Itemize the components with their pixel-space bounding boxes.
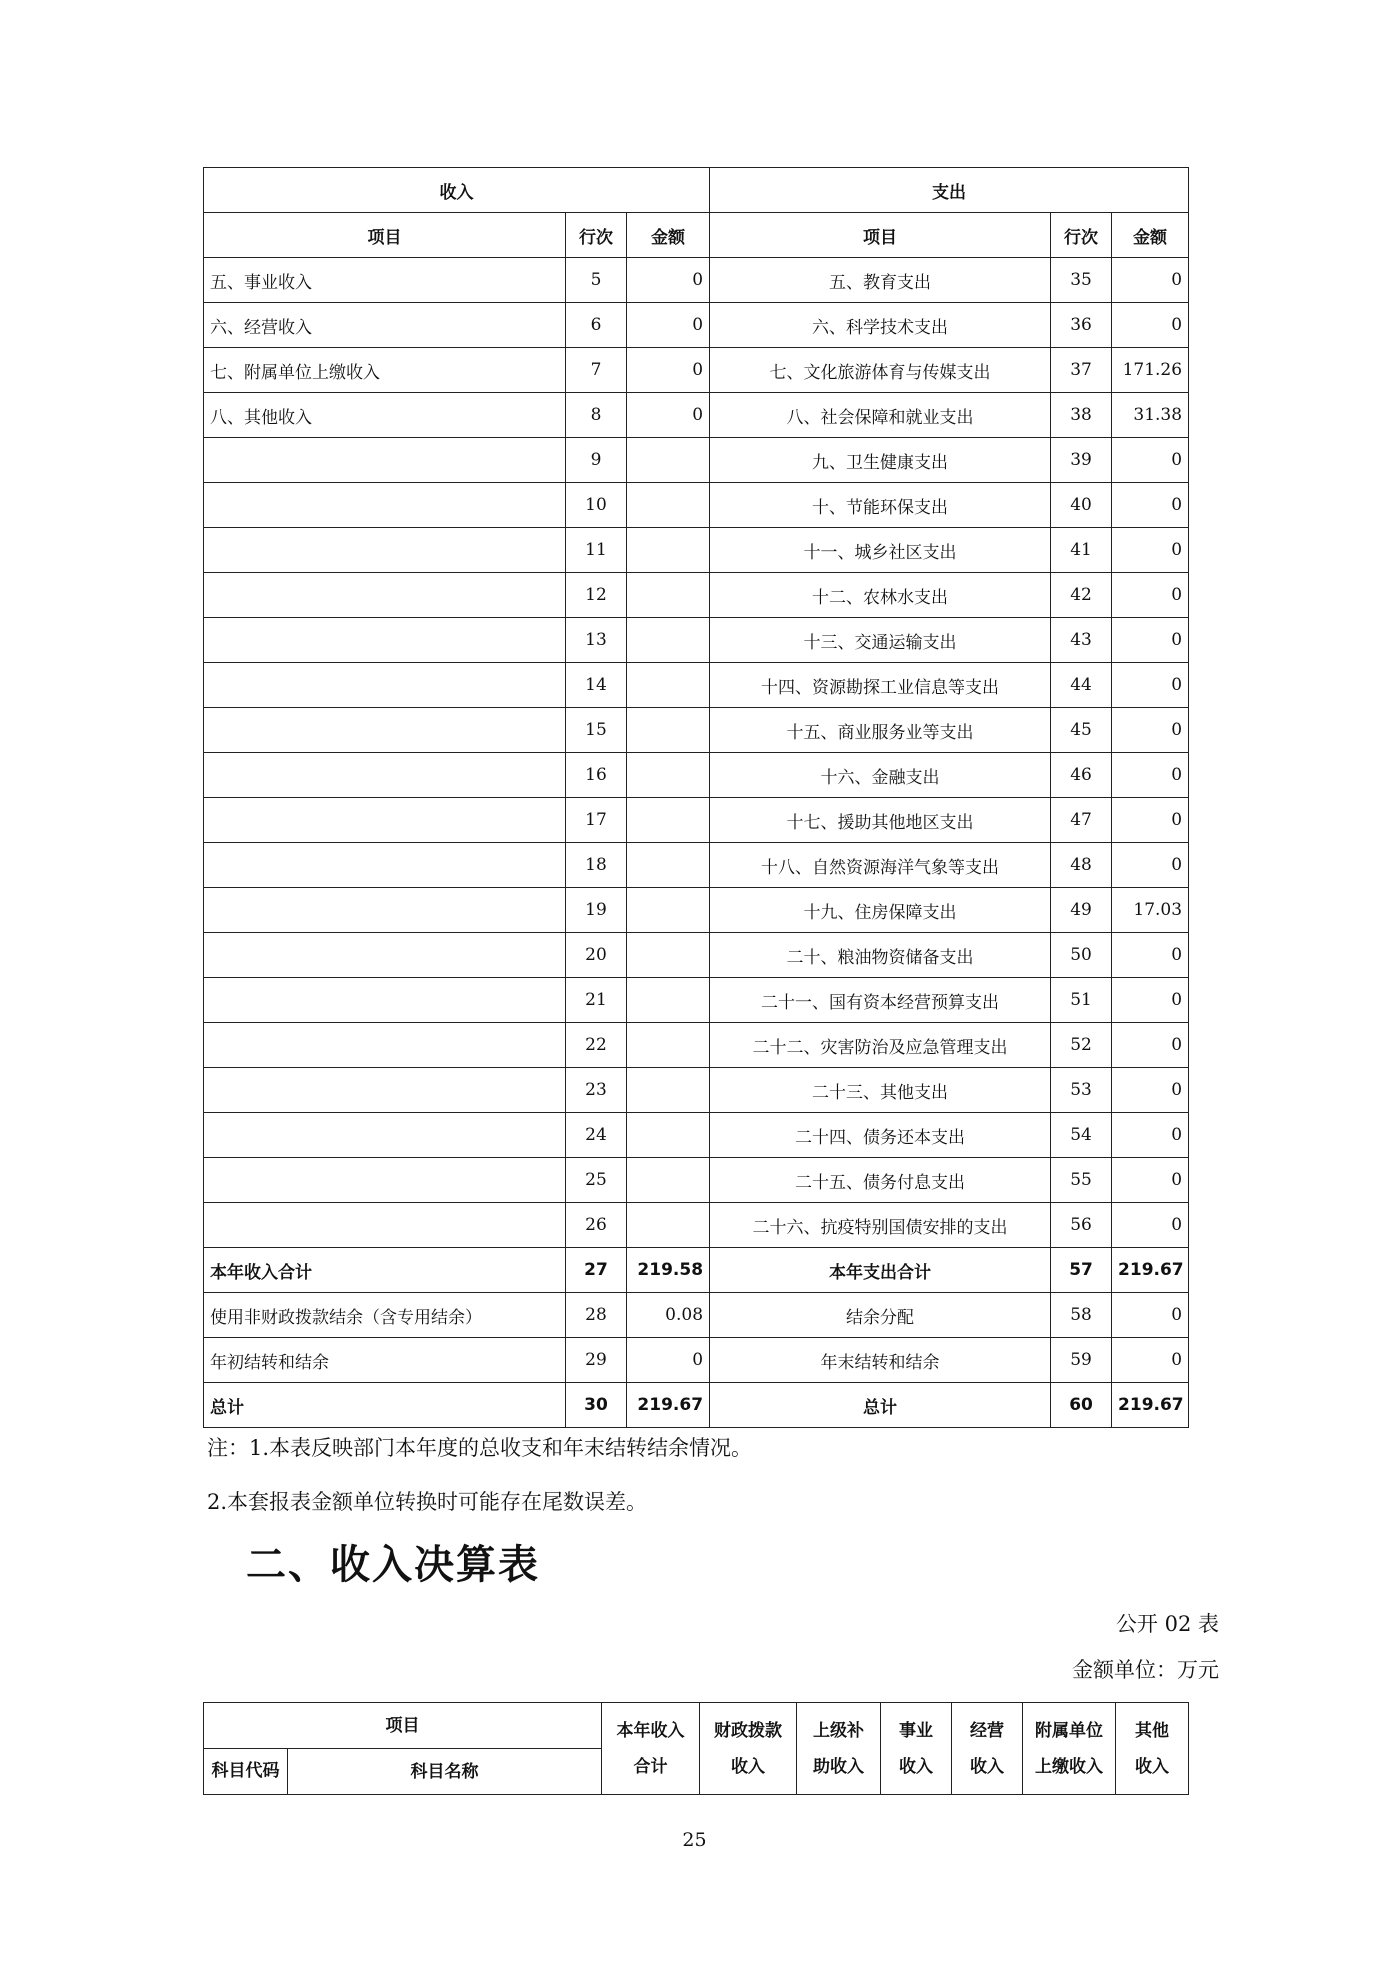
t2-operating-line2: 收入 xyxy=(970,1756,1004,1777)
table-row xyxy=(204,1338,1189,1383)
expense-item-cell: 九、卫生健康支出 xyxy=(710,438,1051,483)
expense-row-no-cell: 36 xyxy=(1051,303,1112,348)
income-row-no-cell: 30 xyxy=(566,1383,627,1428)
income-amount-cell xyxy=(627,528,710,573)
expense-item-cell: 二十四、债务还本支出 xyxy=(710,1113,1051,1158)
table-row xyxy=(204,978,1189,1023)
income-amount-cell xyxy=(627,753,710,798)
note-line-1: 注：1.本表反映部门本年度的总收支和年末结转结余情况。 xyxy=(207,1436,753,1460)
t2-operating-line1: 经营 xyxy=(970,1720,1004,1741)
expense-amount-cell: 0 xyxy=(1112,573,1189,618)
expense-row-no-cell: 39 xyxy=(1051,438,1112,483)
expense-item-cell: 八、社会保障和就业支出 xyxy=(710,393,1051,438)
expense-amount-cell: 219.67 xyxy=(1112,1383,1189,1428)
expense-row-no-cell: 47 xyxy=(1051,798,1112,843)
expense-row-no-cell: 52 xyxy=(1051,1023,1112,1068)
col-row-expense: 行次 xyxy=(1051,213,1112,258)
expense-item-cell: 五、教育支出 xyxy=(710,258,1051,303)
expense-row-no-cell: 60 xyxy=(1051,1383,1112,1428)
expense-amount-cell: 0 xyxy=(1112,528,1189,573)
expense-amount-cell: 0 xyxy=(1112,933,1189,978)
income-header: 收入 xyxy=(204,168,710,213)
income-amount-cell xyxy=(627,1068,710,1113)
t2-fiscal-header xyxy=(700,1703,797,1795)
expense-item-cell: 十九、住房保障支出 xyxy=(710,888,1051,933)
expense-item-cell: 二十五、债务付息支出 xyxy=(710,1158,1051,1203)
t2-affiliated-line2: 上缴收入 xyxy=(1035,1756,1103,1777)
expense-amount-cell: 17.03 xyxy=(1112,888,1189,933)
expense-amount-cell: 0 xyxy=(1112,843,1189,888)
table-column-header-row xyxy=(204,213,1189,258)
expense-item-cell: 十七、援助其他地区支出 xyxy=(710,798,1051,843)
expense-row-no-cell: 59 xyxy=(1051,1338,1112,1383)
t2-other-line2: 收入 xyxy=(1135,1756,1169,1777)
income-row-no-cell: 5 xyxy=(566,258,627,303)
table-row xyxy=(204,1158,1189,1203)
expense-item-cell: 十五、商业服务业等支出 xyxy=(710,708,1051,753)
income-item-cell xyxy=(204,1023,566,1068)
income-row-no-cell: 23 xyxy=(566,1068,627,1113)
col-amount-expense: 金额 xyxy=(1112,213,1189,258)
t2-superior-header xyxy=(797,1703,881,1795)
income-row-no-cell: 22 xyxy=(566,1023,627,1068)
expense-row-no-cell: 44 xyxy=(1051,663,1112,708)
expense-amount-cell: 0 xyxy=(1112,1293,1189,1338)
income-amount-cell: 0 xyxy=(627,258,710,303)
income-amount-cell xyxy=(627,1158,710,1203)
income-expense-table xyxy=(203,167,1189,1428)
t2-operating-header xyxy=(952,1703,1023,1795)
income-row-no-cell: 19 xyxy=(566,888,627,933)
income-amount-cell: 0 xyxy=(627,348,710,393)
unit-label: 金额单位：万元 xyxy=(1072,1658,1219,1682)
income-item-cell xyxy=(204,978,566,1023)
income-row-no-cell: 18 xyxy=(566,843,627,888)
income-row-no-cell: 27 xyxy=(566,1248,627,1293)
expense-row-no-cell: 43 xyxy=(1051,618,1112,663)
t2-total-income-line2: 合计 xyxy=(633,1756,668,1777)
expense-item-cell: 十三、交通运输支出 xyxy=(710,618,1051,663)
expense-row-no-cell: 45 xyxy=(1051,708,1112,753)
income-row-no-cell: 8 xyxy=(566,393,627,438)
expense-row-no-cell: 37 xyxy=(1051,348,1112,393)
table-body xyxy=(204,258,1189,1428)
expense-row-no-cell: 49 xyxy=(1051,888,1112,933)
table-row xyxy=(204,1023,1189,1068)
t2-header-row-1 xyxy=(204,1703,1189,1749)
table-row xyxy=(204,888,1189,933)
table-row xyxy=(204,348,1189,393)
income-item-cell xyxy=(204,1113,566,1158)
income-item-cell xyxy=(204,798,566,843)
expense-amount-cell: 0 xyxy=(1112,483,1189,528)
expense-amount-cell: 0 xyxy=(1112,1068,1189,1113)
section-title: 二、收入决算表 xyxy=(246,1542,540,1588)
income-item-cell: 本年收入合计 xyxy=(204,1248,566,1293)
expense-item-cell: 二十一、国有资本经营预算支出 xyxy=(710,978,1051,1023)
income-amount-cell: 0 xyxy=(627,393,710,438)
income-row-no-cell: 11 xyxy=(566,528,627,573)
expense-amount-cell: 171.26 xyxy=(1112,348,1189,393)
t2-affiliated-line1: 附属单位 xyxy=(1035,1720,1103,1741)
expense-amount-cell: 0 xyxy=(1112,978,1189,1023)
expense-item-cell: 六、科学技术支出 xyxy=(710,303,1051,348)
expense-item-cell: 二十三、其他支出 xyxy=(710,1068,1051,1113)
expense-item-cell: 十四、资源勘探工业信息等支出 xyxy=(710,663,1051,708)
t2-total-income-line1: 本年收入 xyxy=(616,1720,685,1741)
expense-row-no-cell: 35 xyxy=(1051,258,1112,303)
expense-amount-cell: 0 xyxy=(1112,708,1189,753)
table-row xyxy=(204,528,1189,573)
t2-other-line1: 其他 xyxy=(1135,1720,1169,1741)
income-row-no-cell: 15 xyxy=(566,708,627,753)
expense-amount-cell: 0 xyxy=(1112,753,1189,798)
table-row xyxy=(204,663,1189,708)
table-row xyxy=(204,708,1189,753)
expense-row-no-cell: 54 xyxy=(1051,1113,1112,1158)
income-item-cell xyxy=(204,843,566,888)
table-row xyxy=(204,1113,1189,1158)
expense-item-cell: 结余分配 xyxy=(710,1293,1051,1338)
expense-amount-cell: 0 xyxy=(1112,1158,1189,1203)
table-row xyxy=(204,1068,1189,1113)
income-row-no-cell: 25 xyxy=(566,1158,627,1203)
form-id: 公开 02 表 xyxy=(1115,1612,1219,1636)
income-amount-cell xyxy=(627,798,710,843)
income-item-cell xyxy=(204,618,566,663)
income-amount-cell xyxy=(627,1203,710,1248)
income-item-cell xyxy=(204,753,566,798)
income-item-cell: 七、附属单位上缴收入 xyxy=(204,348,566,393)
income-amount-cell: 0.08 xyxy=(627,1293,710,1338)
expense-item-cell: 本年支出合计 xyxy=(710,1248,1051,1293)
expense-row-no-cell: 56 xyxy=(1051,1203,1112,1248)
page-number: 25 xyxy=(682,1829,707,1851)
income-row-no-cell: 21 xyxy=(566,978,627,1023)
expense-row-no-cell: 51 xyxy=(1051,978,1112,1023)
t2-business-line1: 事业 xyxy=(899,1720,933,1741)
income-item-cell xyxy=(204,888,566,933)
income-item-cell xyxy=(204,1068,566,1113)
t2-subject-code-header: 科目代码 xyxy=(204,1749,288,1795)
income-row-no-cell: 6 xyxy=(566,303,627,348)
table-row xyxy=(204,618,1189,663)
income-row-no-cell: 13 xyxy=(566,618,627,663)
expense-item-cell: 七、文化旅游体育与传媒支出 xyxy=(710,348,1051,393)
income-item-cell xyxy=(204,1203,566,1248)
income-item-cell: 使用非财政拨款结余（含专用结余） xyxy=(204,1293,566,1338)
income-amount-cell: 0 xyxy=(627,303,710,348)
income-item-cell xyxy=(204,573,566,618)
table-row xyxy=(204,753,1189,798)
income-row-no-cell: 10 xyxy=(566,483,627,528)
income-item-cell xyxy=(204,483,566,528)
expense-row-no-cell: 53 xyxy=(1051,1068,1112,1113)
income-amount-cell xyxy=(627,843,710,888)
income-item-cell xyxy=(204,708,566,753)
t2-superior-line2: 助收入 xyxy=(813,1756,864,1777)
income-amount-cell xyxy=(627,1023,710,1068)
expense-row-no-cell: 58 xyxy=(1051,1293,1112,1338)
income-amount-cell xyxy=(627,663,710,708)
t2-fiscal-line2: 收入 xyxy=(731,1756,765,1777)
expense-header: 支出 xyxy=(710,168,1189,213)
table-row xyxy=(204,1203,1189,1248)
expense-amount-cell: 31.38 xyxy=(1112,393,1189,438)
income-row-no-cell: 12 xyxy=(566,573,627,618)
income-row-no-cell: 7 xyxy=(566,348,627,393)
expense-amount-cell: 0 xyxy=(1112,303,1189,348)
income-item-cell xyxy=(204,438,566,483)
expense-item-cell: 二十、粮油物资储备支出 xyxy=(710,933,1051,978)
table-row xyxy=(204,798,1189,843)
expense-row-no-cell: 42 xyxy=(1051,573,1112,618)
income-row-no-cell: 26 xyxy=(566,1203,627,1248)
expense-item-cell: 总计 xyxy=(710,1383,1051,1428)
income-row-no-cell: 17 xyxy=(566,798,627,843)
income-amount-cell: 0 xyxy=(627,1338,710,1383)
expense-item-cell: 二十六、抗疫特别国债安排的支出 xyxy=(710,1203,1051,1248)
table-row xyxy=(204,438,1189,483)
income-row-no-cell: 20 xyxy=(566,933,627,978)
expense-row-no-cell: 38 xyxy=(1051,393,1112,438)
table-row xyxy=(204,258,1189,303)
income-amount-cell xyxy=(627,483,710,528)
table-row xyxy=(204,1293,1189,1338)
note-line-2: 2.本套报表金额单位转换时可能存在尾数误差。 xyxy=(207,1490,648,1514)
expense-item-cell: 二十二、灾害防治及应急管理支出 xyxy=(710,1023,1051,1068)
table-row xyxy=(204,393,1189,438)
expense-amount-cell: 0 xyxy=(1112,663,1189,708)
t2-business-header xyxy=(881,1703,952,1795)
expense-row-no-cell: 41 xyxy=(1051,528,1112,573)
income-item-cell xyxy=(204,1158,566,1203)
income-amount-cell xyxy=(627,1113,710,1158)
expense-amount-cell: 0 xyxy=(1112,798,1189,843)
col-amount-income: 金额 xyxy=(627,213,710,258)
income-item-cell: 八、其他收入 xyxy=(204,393,566,438)
expense-row-no-cell: 57 xyxy=(1051,1248,1112,1293)
col-row-income: 行次 xyxy=(566,213,627,258)
expense-amount-cell: 0 xyxy=(1112,1338,1189,1383)
income-amount-cell xyxy=(627,618,710,663)
income-item-cell xyxy=(204,528,566,573)
expense-item-cell: 十、节能环保支出 xyxy=(710,483,1051,528)
t2-superior-line1: 上级补 xyxy=(813,1720,864,1741)
t2-subject-name-header: 科目名称 xyxy=(288,1749,602,1795)
table-group-header-row xyxy=(204,168,1189,213)
table-row xyxy=(204,843,1189,888)
total-row xyxy=(204,1383,1189,1428)
table-row xyxy=(204,573,1189,618)
expense-amount-cell: 0 xyxy=(1112,1023,1189,1068)
table-row xyxy=(204,483,1189,528)
expense-amount-cell: 0 xyxy=(1112,1113,1189,1158)
expense-item-cell: 十六、金融支出 xyxy=(710,753,1051,798)
income-item-cell xyxy=(204,933,566,978)
t2-business-line2: 收入 xyxy=(899,1756,933,1777)
income-amount-cell: 219.67 xyxy=(627,1383,710,1428)
income-amount-cell xyxy=(627,708,710,753)
income-row-no-cell: 9 xyxy=(566,438,627,483)
income-row-no-cell: 16 xyxy=(566,753,627,798)
table-row xyxy=(204,303,1189,348)
expense-row-no-cell: 50 xyxy=(1051,933,1112,978)
income-row-no-cell: 14 xyxy=(566,663,627,708)
income-row-no-cell: 29 xyxy=(566,1338,627,1383)
expense-amount-cell: 0 xyxy=(1112,1203,1189,1248)
t2-item-header: 项目 xyxy=(204,1703,602,1749)
col-item-income: 项目 xyxy=(204,213,566,258)
expense-item-cell: 十一、城乡社区支出 xyxy=(710,528,1051,573)
expense-amount-cell: 0 xyxy=(1112,438,1189,483)
income-row-no-cell: 28 xyxy=(566,1293,627,1338)
expense-item-cell: 十二、农林水支出 xyxy=(710,573,1051,618)
expense-item-cell: 年末结转和结余 xyxy=(710,1338,1051,1383)
income-amount-cell: 219.58 xyxy=(627,1248,710,1293)
expense-amount-cell: 0 xyxy=(1112,618,1189,663)
table-row xyxy=(204,933,1189,978)
income-item-cell: 五、事业收入 xyxy=(204,258,566,303)
expense-item-cell: 十八、自然资源海洋气象等支出 xyxy=(710,843,1051,888)
expense-amount-cell: 0 xyxy=(1112,258,1189,303)
income-amount-cell xyxy=(627,888,710,933)
income-amount-cell xyxy=(627,978,710,1023)
income-item-cell: 六、经营收入 xyxy=(204,303,566,348)
income-amount-cell xyxy=(627,933,710,978)
expense-row-no-cell: 55 xyxy=(1051,1158,1112,1203)
expense-amount-cell: 219.67 xyxy=(1112,1248,1189,1293)
expense-row-no-cell: 46 xyxy=(1051,753,1112,798)
t2-fiscal-line1: 财政拨款 xyxy=(714,1720,782,1741)
income-statement-header-table xyxy=(203,1702,1189,1795)
expense-row-no-cell: 48 xyxy=(1051,843,1112,888)
income-amount-cell xyxy=(627,573,710,618)
t2-total-income-header xyxy=(602,1703,700,1795)
t2-other-header xyxy=(1116,1703,1189,1795)
income-item-cell: 总计 xyxy=(204,1383,566,1428)
income-amount-cell xyxy=(627,438,710,483)
t2-affiliated-header xyxy=(1023,1703,1116,1795)
col-item-expense: 项目 xyxy=(710,213,1051,258)
expense-row-no-cell: 40 xyxy=(1051,483,1112,528)
subtotal-row xyxy=(204,1248,1189,1293)
income-item-cell: 年初结转和结余 xyxy=(204,1338,566,1383)
income-item-cell xyxy=(204,663,566,708)
income-row-no-cell: 24 xyxy=(566,1113,627,1158)
